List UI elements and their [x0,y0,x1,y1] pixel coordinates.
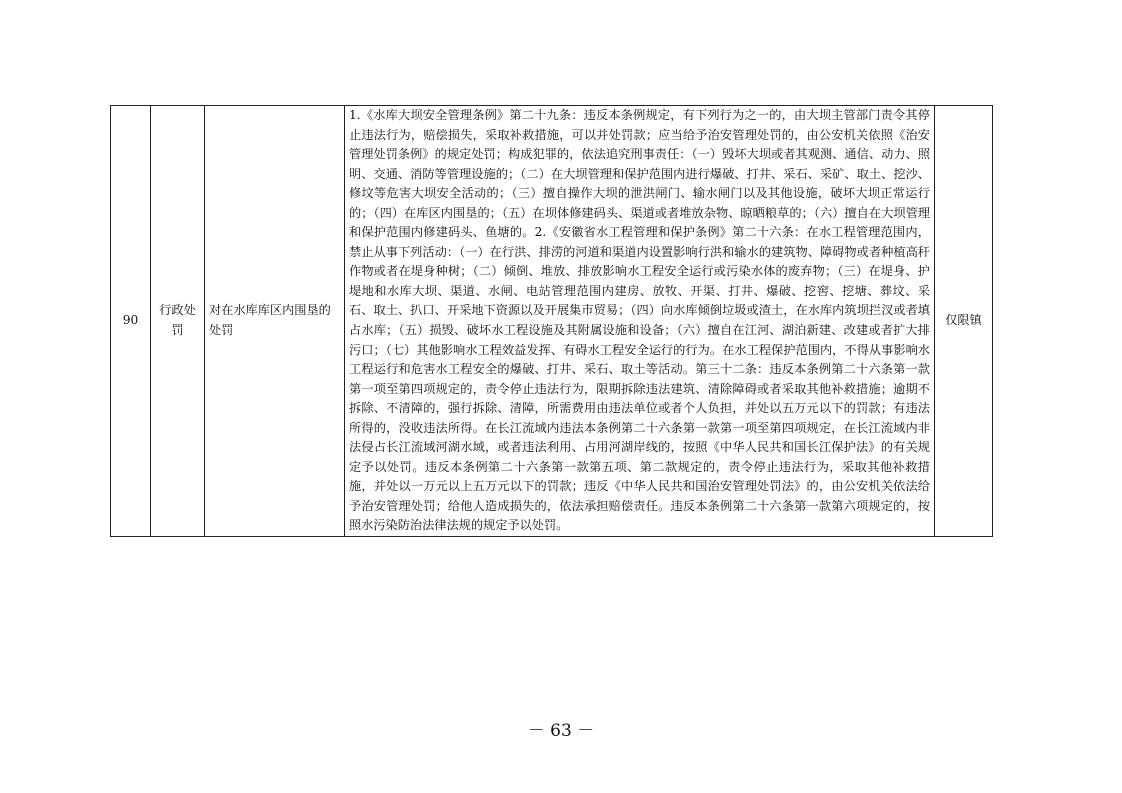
legal-basis: 1.《水库大坝安全管理条例》第二十九条：违反本条例规定，有下列行为之一的，由大坝主管部门责令其停止违法行为，赔偿损失，采取补救措施，可以并处罚款；应当给予治安管理处罚的，由公安机关依照《治安管理处罚条例》的规定处罚；构成犯罪的，依法追究刑事责任：（一）毁坏大坝或者其观测、通信、动力、照明、交通、消防等管理设施的；（二）在大坝管理和保护范围内进行爆破、打井、采石、采矿、取土、挖沙、修坟等危害大坝安全活动的；（三）擅自操作大坝的泄洪闸门、输水闸门以及其他设施，破坏大坝正常运行的；（四）在库区内围垦的；（五）在坝体修建码头、渠道或者堆放杂物、晾晒粮草的；（六）擅自在大坝管理和保护范围内修建码头、鱼塘的。2.《安徽省水工程管理和保护条例》第二十六条：在水工程管理范围内，禁止从事下列活动：（一）在行洪、排涝的河道和渠道内设置影响行洪和输水的建筑物、障碍物或者种植高秆作物或者在堤身种树；（二）倾倒、堆放、排放影响水工程安全运行或污染水体的废弃物；（三）在堤身、护堤地和水库大坝、渠道、水闸、电站管理范围内建房、放牧、开渠、打井、爆破、挖窖、挖塘、葬坟、采石、取土、扒口、开采地下资源以及开展集市贸易；（四）向水库倾倒垃圾或渣土，在水库内筑坝拦汊或者填占水库；（五）损毁、破坏水工程设施及其附属设施和设备；（六）擅自在江河、湖泊新建、改建或者扩大排污口；（七）其他影响水工程效益发挥、有碍水工程安全运行的行为。在水工程保护范围内，不得从事影响水工程运行和危害水工程安全的爆破、打井、采石、取土等活动。第三十二条：违反本条例第二十六条第一款第一项至第四项规定的，责令停止违法行为，限期拆除违法建筑、清除障碍或者采取其他补救措施；逾期不拆除、不清障的，强行拆除、清障，所需费用由违法单位或者个人负担，并处以五万元以下的罚款；有违法所得的，没收违法所得。在长江流域内违法本条例第二十六条第一款第一项至第四项规定，在长江流域内非法侵占长江流域河湖水域，或者违法利用、占用河湖岸线的，按照《中华人民共和国长江保护法》的有关规定予以处罚。违反本条例第二十六条第一款第五项、第二款规定的，责令停止违法行为，采取其他补救措施，并处以一万元以上五万元以下的罚款；违反《中华人民共和国治安管理处罚法》的，由公安机关依法给予治安管理处罚；给他人造成损失的，依法承担赔偿责任。违反本条例第二十六条第一款第六项规定的，按照水污染防治法律法规的规定予以处罚。 [345,106,935,537]
page-number: － 63 － [527,721,595,741]
regulation-table [110,105,993,537]
applicable-scope: 仅限镇 [935,106,993,537]
row-number: 90 [111,106,151,537]
item-name: 对在水库库区内围垦的处罚 [205,106,345,537]
power-category: 行政处罚 [151,106,205,537]
table-row [111,106,993,537]
